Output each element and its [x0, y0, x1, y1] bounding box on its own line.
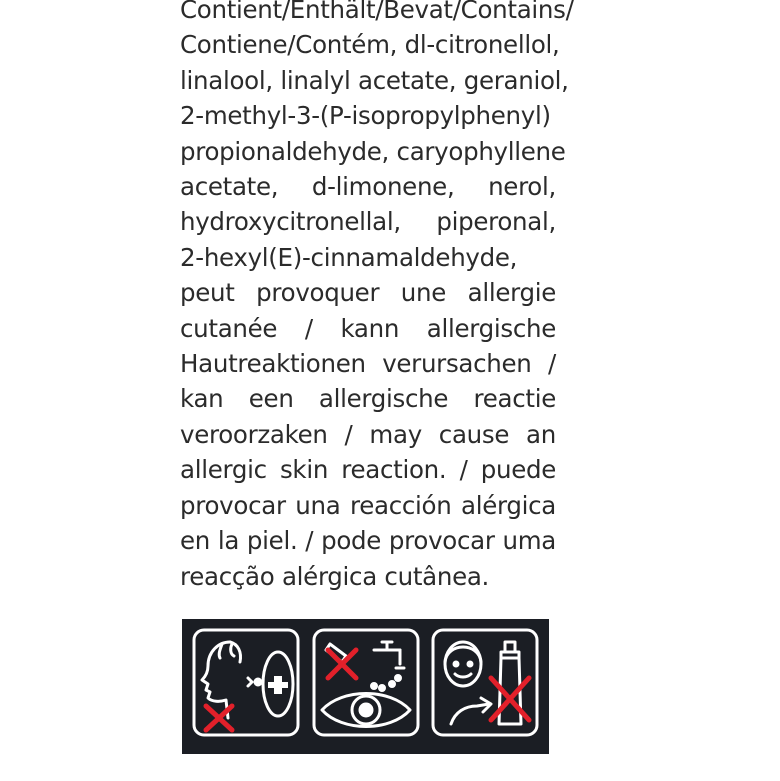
- text-line: en la piel. / pode provocar uma: [180, 526, 556, 556]
- rinse-eyes-icon: [312, 628, 420, 737]
- text-line: allergic skin reaction. / puede: [180, 455, 556, 485]
- text-line: kan een allergische reactie: [180, 384, 556, 414]
- text-line: provocar una reacción alérgica: [180, 490, 556, 520]
- text-line: Hautreaktionen verursachen /: [180, 349, 556, 379]
- text-line: reacção alérgica cutânea.: [180, 561, 490, 591]
- safety-pictogram-panel: [182, 619, 549, 754]
- text-line: cutanée / kann allergische: [180, 313, 556, 343]
- text-line: 2-hexyl(E)-cinnamaldehyde,: [180, 242, 518, 272]
- text-line: acetate, d-limonene, nerol,: [180, 172, 556, 202]
- text-line: veroorzaken / may cause an: [180, 419, 556, 449]
- text-line: Contiene/Contém, dl-citronellol,: [180, 30, 560, 60]
- text-line: Contient/Enthält/Bevat/Contains/: [180, 0, 574, 24]
- keep-away-from-children-icon: [431, 628, 539, 737]
- do-not-swallow-icon: [192, 628, 300, 737]
- ingredient-warning-text: [180, 0, 574, 594]
- text-line: linalool, linalyl acetate, geraniol,: [180, 65, 569, 95]
- text-line: peut provoquer une allergie: [180, 278, 556, 308]
- text-line: 2-methyl-3-(P-isopropylphenyl): [180, 101, 551, 131]
- text-line: hydroxycitronellal, piperonal,: [180, 207, 556, 237]
- text-line: propionaldehyde, caryophyllene: [180, 136, 566, 166]
